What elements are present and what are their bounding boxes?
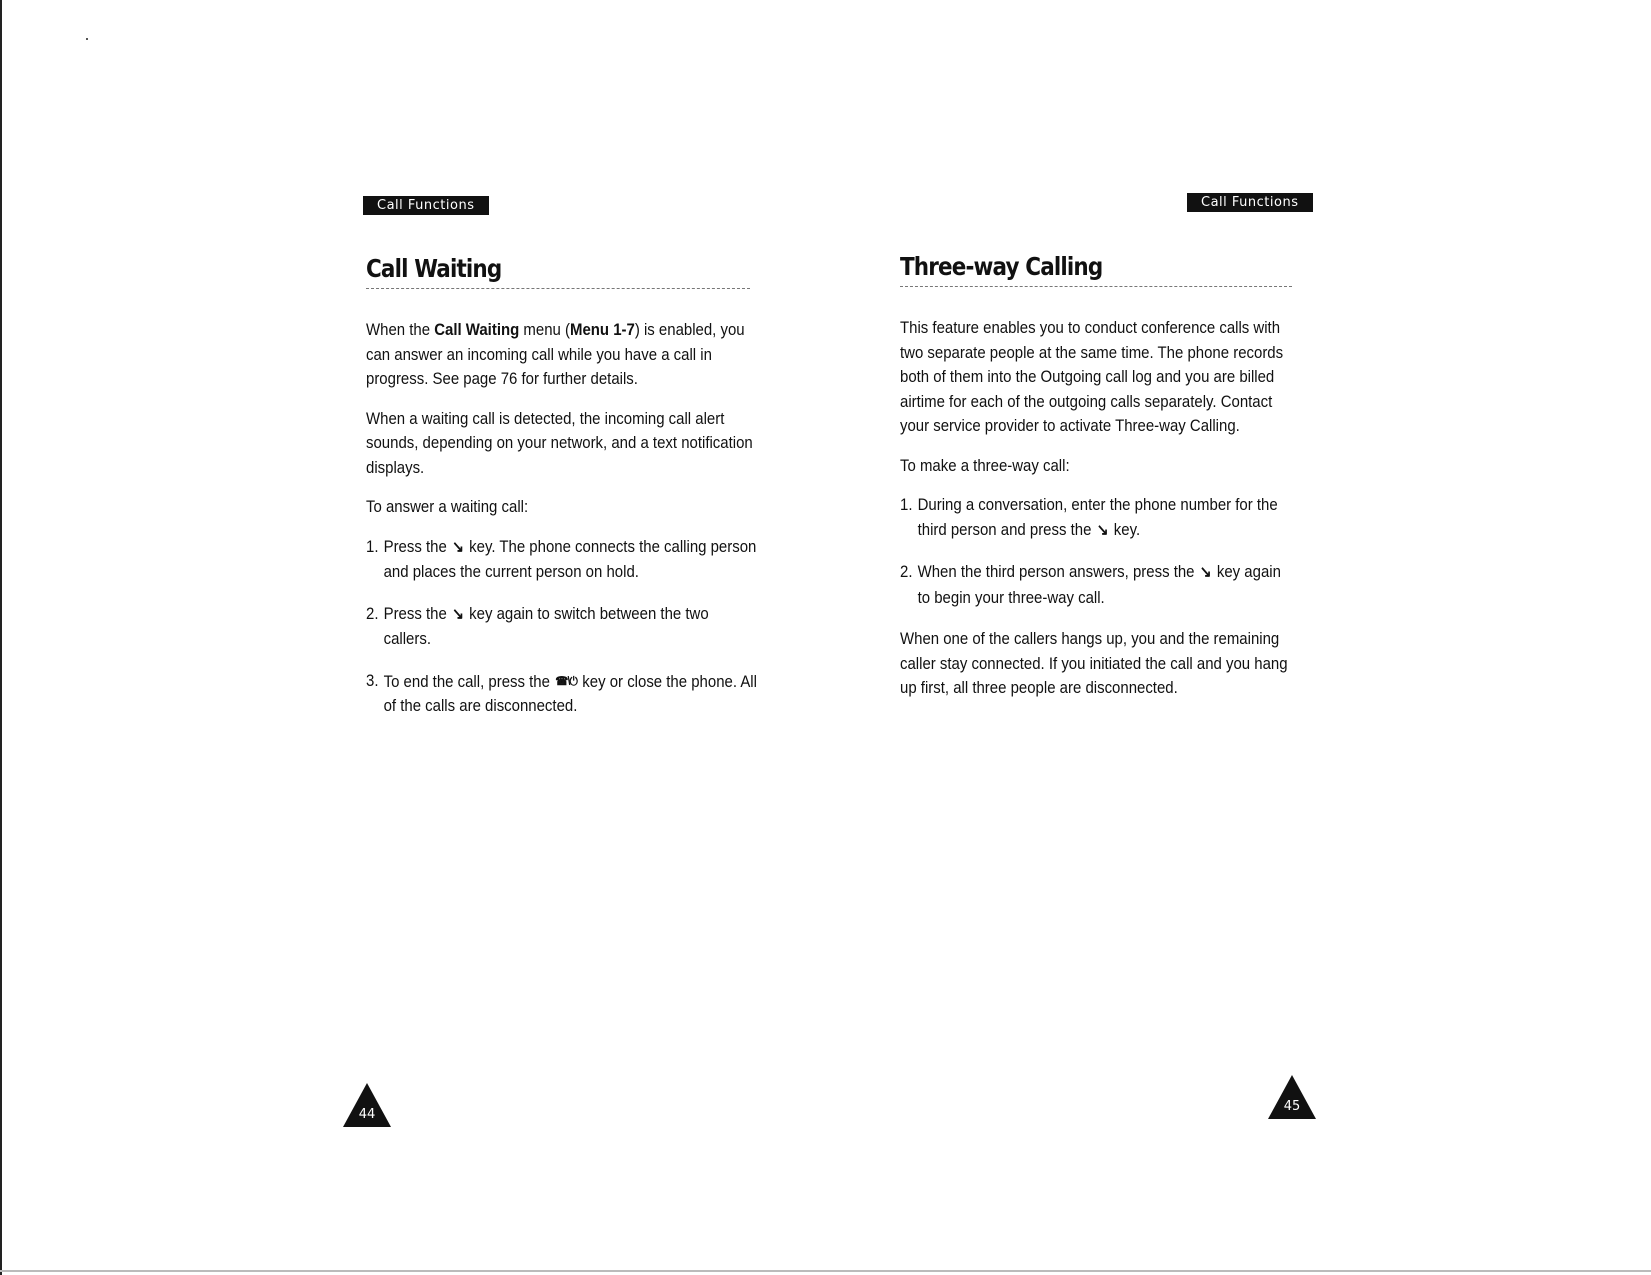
paragraph: This feature enables you to conduct conference calls with two separate people at the same time. The phone records both of them into the Outgoing call log and you are billed airtime for each of the outgoing calls separately. Contact your service provider to activate Three-way Calling. bbox=[900, 318, 1284, 435]
page-number: 44 bbox=[358, 1107, 376, 1122]
step-number: 3. bbox=[366, 670, 379, 690]
list-item bbox=[900, 560, 1292, 610]
step-text bbox=[918, 493, 1292, 543]
page-number-badge bbox=[342, 1082, 392, 1128]
intro-text-3: ) is enabled, you can answer an incoming call while you have a call in progress. See page 76 for further details. bbox=[366, 320, 745, 388]
step-text-after: key again to begin your three-way call. bbox=[917, 562, 1281, 607]
steps-list bbox=[900, 493, 1292, 610]
step-text-before: Press the bbox=[383, 603, 447, 623]
send-key-icon: ↘ bbox=[1199, 564, 1212, 581]
paragraph: When one of the callers hangs up, you and the remaining caller stay connected. If you initiated the call and you hang up first, all three people are disconnected. bbox=[900, 629, 1288, 697]
step-text bbox=[384, 535, 758, 585]
step-text bbox=[384, 669, 758, 719]
intro-text-2: menu ( bbox=[519, 320, 570, 339]
right-page bbox=[900, 0, 1300, 1275]
scan-speck bbox=[86, 38, 88, 40]
step-number: 2. bbox=[366, 603, 379, 623]
body-text bbox=[900, 316, 1292, 716]
list-item bbox=[366, 602, 758, 652]
step-number: 1. bbox=[900, 495, 913, 514]
end-key-icon: ☎\⏻ bbox=[555, 673, 578, 688]
step-text-before: Press the bbox=[383, 536, 447, 556]
step-number: 2. bbox=[900, 562, 913, 581]
paragraph: When a waiting call is detected, the incoming call alert sounds, depending on your network, and a text notification displays. bbox=[366, 408, 753, 477]
page-number: 45 bbox=[1283, 1099, 1301, 1114]
paragraph: To make a three-way call: bbox=[900, 455, 1070, 475]
step-text-after: key. The phone connects the calling person and places the current person on hold. bbox=[383, 536, 757, 581]
step-text-after: key or close the phone. All of the calls are disconnected. bbox=[383, 671, 757, 715]
step-text bbox=[384, 602, 758, 652]
title-rule bbox=[900, 286, 1292, 287]
title-rule bbox=[366, 288, 750, 289]
step-text-after: key again to switch between the two callers. bbox=[383, 603, 709, 648]
steps-list bbox=[366, 535, 758, 719]
list-item bbox=[366, 669, 758, 719]
step-text-before: When the third person answers, press the bbox=[917, 562, 1195, 581]
step-text bbox=[918, 560, 1292, 610]
page-title: Call Waiting bbox=[366, 254, 502, 283]
body-text bbox=[366, 318, 758, 736]
left-page bbox=[358, 0, 766, 1275]
page-title: Three-way Calling bbox=[900, 252, 1103, 281]
send-key-icon: ↘ bbox=[452, 605, 464, 623]
intro-bold-menu: Menu 1-7 bbox=[569, 320, 635, 339]
section-tag: Call Functions bbox=[363, 196, 489, 215]
scan-edge-bottom bbox=[0, 1270, 1651, 1272]
scan-edge-left bbox=[0, 0, 2, 1275]
step-text-before: To end the call, press the bbox=[383, 671, 550, 691]
intro-text-1: When the bbox=[366, 320, 435, 339]
step-number: 1. bbox=[366, 536, 379, 556]
list-item bbox=[366, 535, 758, 585]
send-key-icon: ↘ bbox=[452, 538, 464, 556]
paragraph: To answer a waiting call: bbox=[366, 497, 529, 516]
intro-bold-call-waiting: Call Waiting bbox=[434, 320, 520, 339]
section-tag: Call Functions bbox=[1187, 193, 1313, 212]
step-text-after: key. bbox=[1113, 519, 1141, 539]
page-number-badge bbox=[1267, 1074, 1317, 1120]
list-item bbox=[900, 493, 1292, 543]
send-key-icon: ↘ bbox=[1096, 521, 1109, 539]
step-text-before: During a conversation, enter the phone number for the third person and press the bbox=[917, 495, 1278, 539]
intro-paragraph bbox=[366, 318, 758, 392]
